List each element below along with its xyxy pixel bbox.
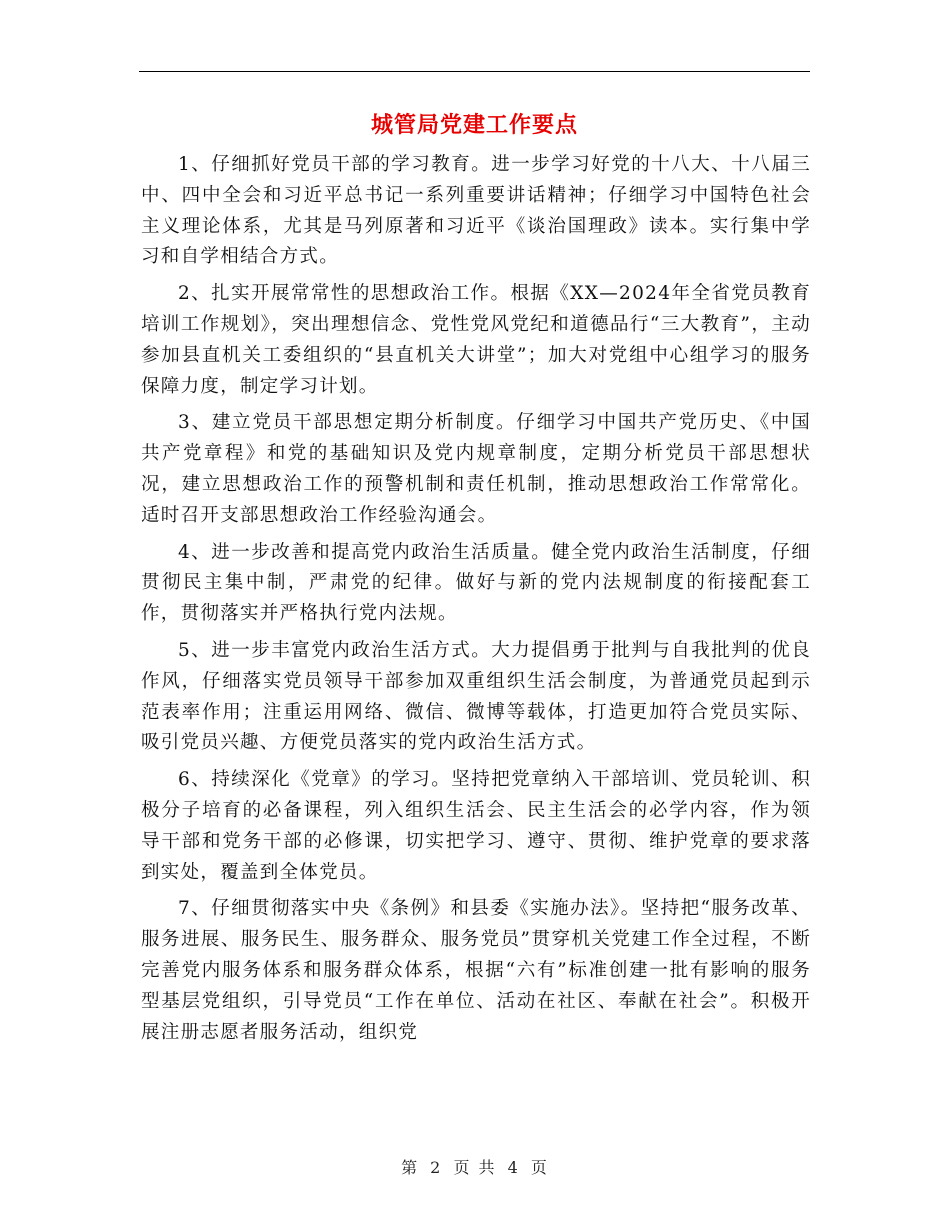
- page-footer: [0, 1155, 950, 1178]
- paragraph-7: 7、仔细贯彻落实中央《条例》和县委《实施办法》。坚持把“服务改革、服务进展、服务民生、服务群众、服务党员”贯穿机关党建工作全过程，不断完善党内服务体系和服务群众体系，根据“六有”标准创建一批有影响的服务型基层党组织，引导党员“工作在单位、活动在社区、奉献在社会”。积极开展注册志愿者服务活动，组织党: [141, 898, 811, 1043]
- paragraph-1: 1、仔细抓好党员干部的学习教育。进一步学习好党的十八大、十八届三中、四中全会和习近平总书记一系列重要讲话精神；仔细学习中国特色社会主义理论体系，尤其是马列原著和习近平《谈治国理政》读本。实行集中学习和自学相结合方式。: [141, 154, 811, 268]
- document-body: [141, 150, 811, 1048]
- paragraph-5: 5、进一步丰富党内政治生活方式。大力提倡勇于批判与自我批判的优良作风，仔细落实党员领导干部参加双重组织生活会制度，为普通党员起到示范表率作用；注重运用网络、微信、微博等载体，打造更加符合党员实际、吸引党员兴趣、方便党员落实的党内政治生活方式。: [141, 639, 811, 754]
- paragraph-3: 3、建立党员干部思想定期分析制度。仔细学习中国共产党历史、《中国共产党章程》和党的基础知识及党内规章制度，定期分析党员干部思想状况，建立思想政治工作的预警机制和责任机制，推动思想政治工作常常化。适时召开支部思想政治工作经验沟通会。: [141, 412, 811, 526]
- footer-current-page: 2: [430, 1158, 443, 1177]
- document-title: 城管局党建工作要点: [370, 112, 578, 138]
- header-rule: [139, 71, 810, 72]
- footer-suffix: 页: [530, 1158, 549, 1177]
- paragraph-2: 2、扎实开展常常性的思想政治工作。根据《XX—2024年全省党员教育培训工作规划》，突出理想信念、党性党风党纪和道德品行“三大教育”，主动参加县直机关工委组织的“县直机关大讲堂”；加大对党组中心组学习的服务保障力度，制定学习计划。: [141, 283, 811, 397]
- footer-mid: 页 共: [453, 1158, 497, 1177]
- paragraph-6: 6、持续深化《党章》的学习。坚持把党章纳入干部培训、党员轮训、积极分子培育的必备课程，列入组织生活会、民主生活会的必学内容，作为领导干部和党务干部的必修课，切实把学习、遵守、贯彻、维护党章的要求落到实处，覆盖到全体党员。: [141, 769, 811, 883]
- footer-prefix: 第: [401, 1158, 420, 1177]
- paragraph-4: 4、进一步改善和提高党内政治生活质量。健全党内政治生活制度，仔细贯彻民主集中制，严肃党的纪律。做好与新的党内法规制度的衔接配套工作，贯彻落实并严格执行党内法规。: [141, 541, 811, 625]
- footer-total-pages: 4: [507, 1158, 520, 1177]
